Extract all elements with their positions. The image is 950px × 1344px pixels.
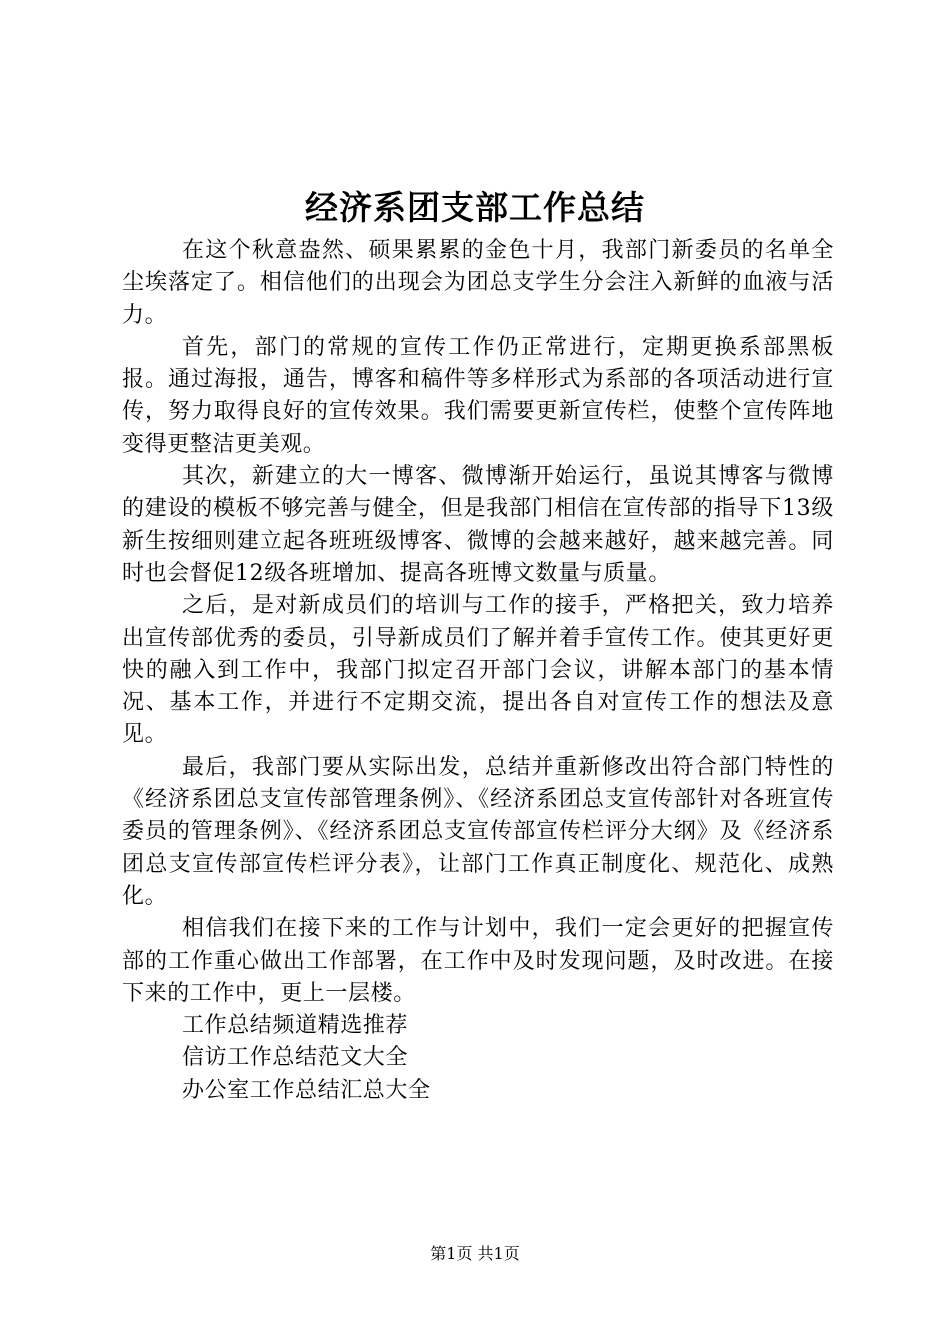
related-link-office[interactable]: 办公室工作总结汇总大全 xyxy=(182,1077,431,1103)
paragraph-after: 之后，是对新成员们的培训与工作的接手，严格把关，致力培养出宣传部优秀的委员，引导新成员们了解并着手宣传工作。使其更好更快的融入到工作中，我部门拟定召开部门会议，讲解本部门的基本情况、基本工作，并进行不定期交流，提出各自对宣传工作的想法及意见。 xyxy=(122,593,834,748)
related-link-petition[interactable]: 信访工作总结范文大全 xyxy=(182,1045,409,1071)
document-body xyxy=(122,235,834,1107)
paragraph-first: 首先，部门的常规的宣传工作仍正常进行，定期更换系部黑板报。通过海报，通告，博客和稿件等多样形式为系部的各项活动进行宣传，努力取得良好的宣传效果。我们需要更新宣传栏，使整个宣传阵地变得更整洁更美观。 xyxy=(122,334,834,457)
paragraph-intro: 在这个秋意盎然、硕果累累的金色十月，我部门新委员的名单全尘埃落定了。相信他们的出现会为团总支学生分会注入新鲜的血液与活力。 xyxy=(122,238,834,328)
paragraph-second: 其次，新建立的大一博客、微博渐开始运行，虽说其博客与微博的建设的模板不够完善与健全，但是我部门相信在宣传部的指导下13级新生按细则建立起各班班级博客、微博的会越来越好，越来越完善。同时也会督促12级各班增加、提高各班博文数量与质量。 xyxy=(122,464,834,586)
page-number-footer: 第1页 共1页 xyxy=(430,1244,520,1263)
related-links xyxy=(122,1010,834,1107)
paragraph-closing: 相信我们在接下来的工作与计划中，我们一定会更好的把握宣传部的工作重心做出工作部署，在工作中及时发现问题，及时改进。在接下来的工作中，更上一层楼。 xyxy=(122,916,834,1006)
document-title: 经济系团支部工作总结 xyxy=(305,188,645,227)
paragraph-finally: 最后，我部门要从实际出发，总结并重新修改出符合部门特性的《经济系团总支宣传部管理条例》、《经济系团总支宣传部针对各班宣传委员的管理条例》、《经济系团总支宣传部宣传栏评分大纲》及《经济系团总支宣传部宣传栏评分表》，让部门工作真正制度化、规范化、成熟化。 xyxy=(122,754,834,909)
related-link-channel[interactable]: 工作总结频道精选推荐 xyxy=(182,1013,409,1039)
